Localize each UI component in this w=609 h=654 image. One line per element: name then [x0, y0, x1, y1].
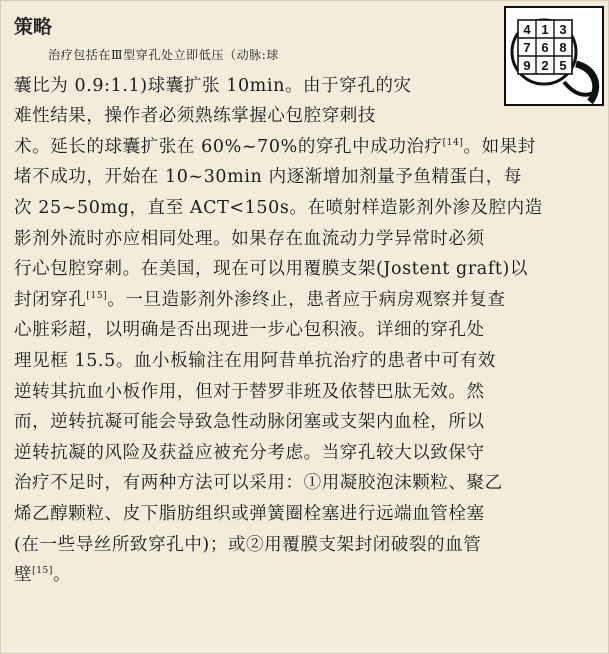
text-line: 壁[15]。	[14, 565, 72, 586]
grid-cell: 6	[541, 40, 549, 55]
grid-cell: 5	[559, 58, 567, 73]
citation: [15]	[86, 290, 108, 301]
text-line: 逆转其抗血小板作用，但对于替罗非班及依替巴肽无效。然	[14, 381, 485, 402]
text-line: 术。延长的球囊扩张在 60%~70%的穿孔中成功治疗[14]。如果封	[14, 136, 536, 157]
text-line: 心脏彩超，以明确是否出现进一步心包积液。详细的穿孔处	[14, 320, 485, 341]
text-line: 次 25~50mg，直至 ACT<150s。在喷射样造影剂外渗及腔内造	[14, 197, 543, 218]
text-line: 治疗不足时，有两种方法可以采用：①用凝胶泡沫颗粒、聚乙	[14, 473, 503, 494]
text-line: 逆转抗凝的风险及获益应被充分考虑。当穿孔较大以致保守	[14, 442, 485, 463]
text-line: 封闭穿孔[15]。一旦造影剂外渗终止，患者应于病房观察并复查	[14, 289, 506, 310]
text-line: 理见框 15.5。血小板输注在用阿昔单抗治疗的患者中可有效	[14, 350, 496, 371]
citation: [15]	[32, 566, 53, 577]
grid-cell: 1	[541, 22, 549, 37]
grid-cell: 4	[523, 22, 531, 37]
grid-cell: 8	[559, 40, 567, 55]
text-line: 囊比为 0.9:1.1)球囊扩张 10min。由于穿孔的灾	[14, 75, 412, 96]
text-line: 堵不成功，开始在 10~30min 内逐渐增加剂量予鱼精蛋白，每	[14, 167, 522, 188]
text-line: 烯乙醇颗粒、皮下脂肪组织或弹簧圈栓塞进行远端血管栓塞	[14, 503, 485, 524]
text-line: 难性结果，操作者必须熟练掌握心包腔穿刺技	[14, 106, 376, 127]
text-line: 治疗包括在Ⅲ型穿孔处立即低压（动脉:球	[48, 48, 280, 62]
grid-cell: 3	[559, 22, 567, 37]
text-line: 影剂外流时亦应相同处理。如果存在血流动力学异常时必须	[14, 228, 485, 249]
text-line: (在一些导丝所致穿孔中)；或②用覆膜支架封闭破裂的血管	[14, 534, 482, 555]
body-paragraph	[14, 40, 604, 591]
grid-cell: 7	[523, 40, 531, 55]
text-line: 行心包腔穿刺。在美国，现在可以用覆膜支架(Jostent graft)以	[14, 259, 529, 280]
text-line: 而，逆转抗凝可能会导致急性动脉闭塞或支架内血栓，所以	[14, 412, 485, 433]
citation: [14]	[442, 137, 464, 148]
grid-cell: 9	[523, 58, 531, 73]
grid-cell: 2	[541, 58, 549, 73]
section-title: 策略	[14, 16, 53, 38]
